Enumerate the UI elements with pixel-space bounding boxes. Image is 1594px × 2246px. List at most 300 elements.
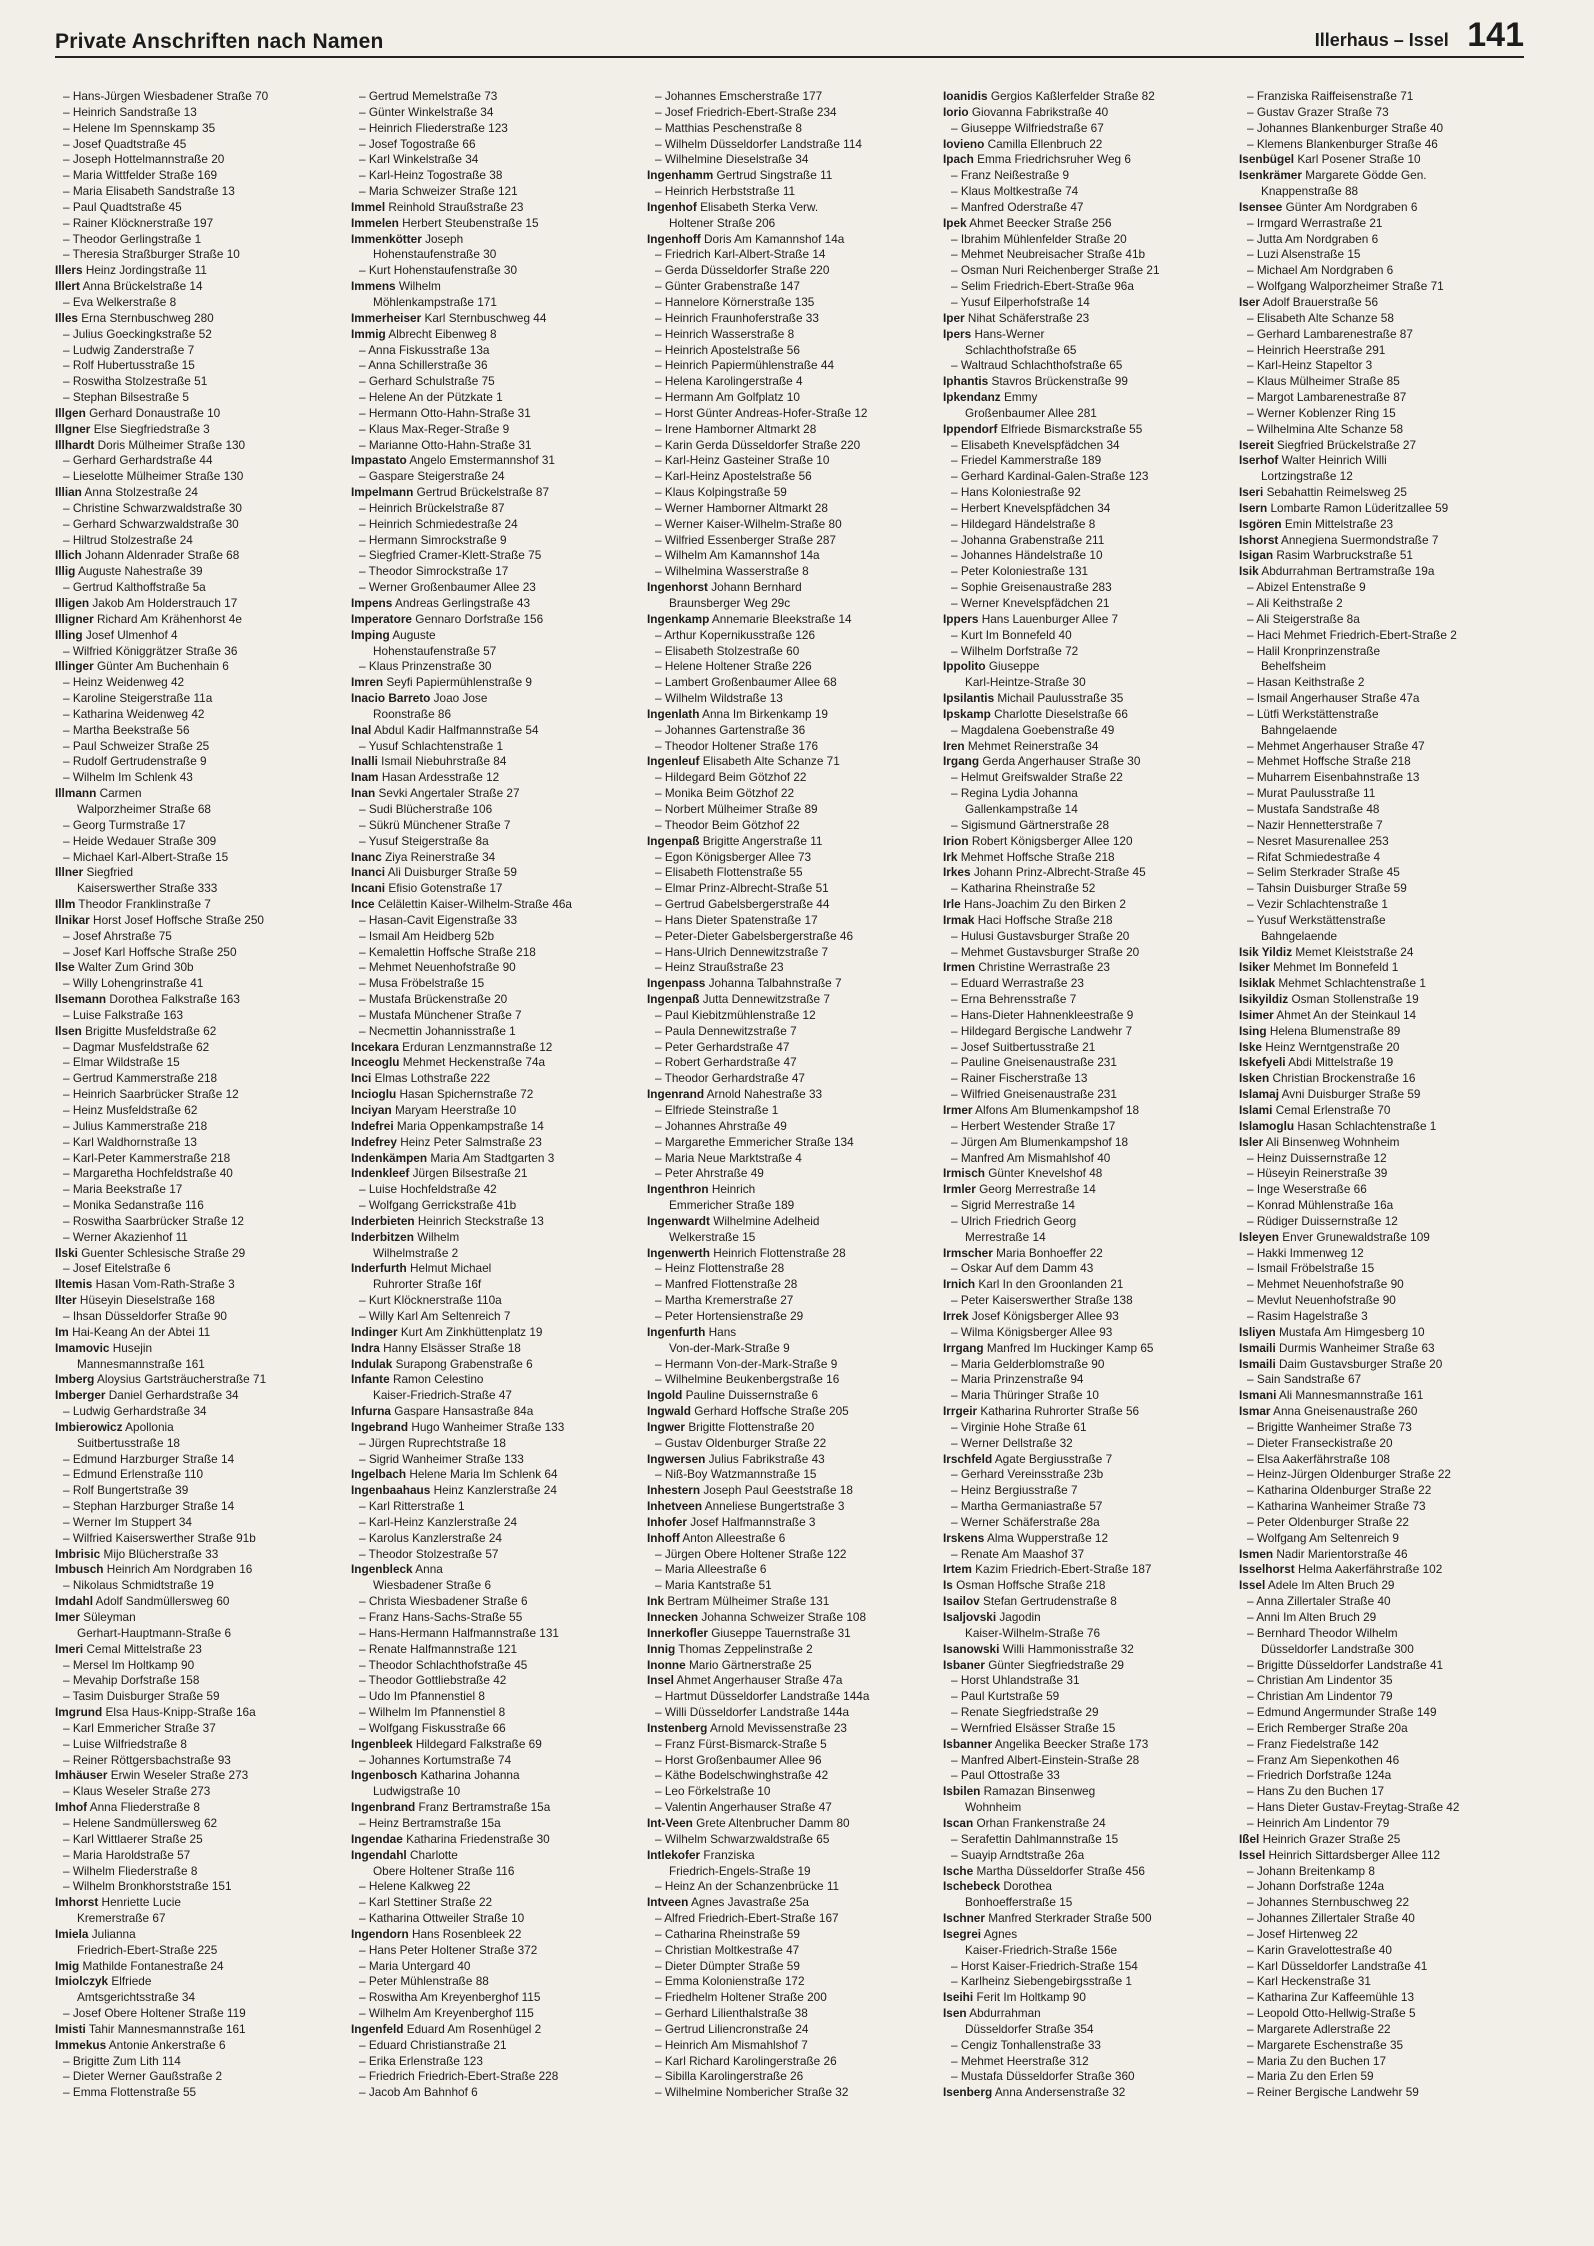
surname-entry — [1239, 1832, 1535, 1848]
dash: – — [951, 627, 961, 642]
entry-details: Süleyman — [83, 1610, 136, 1624]
entry-details: Hasan Keithstraße 2 — [1256, 675, 1365, 690]
entry-details: Johannes Emscherstraße 177 — [664, 89, 823, 103]
sub-entry — [55, 770, 351, 786]
entry-details: Heinz Werntgenstraße 20 — [1265, 1039, 1400, 1054]
surname: Imhäuser — [55, 1768, 108, 1783]
entry-details: Ziya Reinerstraße 34 — [385, 849, 496, 864]
dash: – — [1247, 1768, 1257, 1783]
entry-details: Elfriede Steinstraße 1 — [664, 1103, 779, 1117]
entry-details: Werner Dellstraße 32 — [960, 1435, 1073, 1450]
entry-details: Ismail Am Heidberg 52b — [368, 928, 495, 943]
surname-entry — [351, 1357, 647, 1373]
sub-entry — [351, 1499, 647, 1515]
sub-entry — [1239, 834, 1535, 850]
sub-entry — [55, 1784, 351, 1800]
entry-details: Udo Im Pfannenstiel 8 — [368, 1689, 485, 1704]
surname-entry — [647, 1531, 943, 1547]
entry-details: Katharina Ottweiler Straße 10 — [368, 1911, 525, 1926]
sub-entry — [1239, 881, 1535, 897]
dash: – — [655, 643, 665, 658]
surname: Ince — [351, 897, 375, 912]
surname-entry — [943, 960, 1239, 976]
dash: – — [655, 152, 665, 167]
entry-details: Auguste Nahestraße 39 — [77, 564, 203, 579]
dash: – — [359, 1610, 369, 1624]
surname: Immens — [351, 279, 396, 294]
sub-entry — [1239, 1166, 1535, 1182]
dash: – — [1247, 1293, 1257, 1308]
dash: – — [655, 390, 665, 405]
dash: – — [359, 1689, 369, 1704]
entry-details: Manfred Am Mismahlshof 40 — [960, 1150, 1111, 1165]
entry-details: Hans-Hermann Halfmannstraße 131 — [368, 1625, 559, 1640]
entry-details: Rudolf Gertrudenstraße 9 — [72, 754, 207, 769]
entry-details: Haci Mehmet Friedrich-Ebert-Straße 2 — [1256, 627, 1457, 642]
sub-entry — [647, 2085, 943, 2101]
sub-entry — [1239, 1927, 1535, 1943]
sub-entry — [55, 1151, 351, 1167]
surname: Inderbitzen — [351, 1229, 414, 1244]
surname-entry — [1239, 1230, 1535, 1246]
surname-entry — [1239, 295, 1535, 311]
entry-details: Heinrich Flottenstraße 28 — [713, 1245, 846, 1260]
entry-details: Willy Lohengrinstraße 41 — [72, 976, 204, 991]
sub-entry — [1239, 754, 1535, 770]
sub-entry — [1239, 279, 1535, 295]
entry-details: Hasan Vom-Rath-Straße 3 — [95, 1277, 235, 1292]
surname: Isbilen — [943, 1784, 981, 1799]
entry-details: Manfred Flottenstraße 28 — [664, 1277, 798, 1292]
entry-details: Erduran Lenzmannstraße 12 — [402, 1039, 553, 1054]
surname: Illmann — [55, 786, 97, 801]
sub-entry — [55, 929, 351, 945]
entry-details: Albrecht Eibenweg 8 — [388, 326, 497, 341]
entry-details: Katharina Johanna — [420, 1768, 520, 1783]
sub-entry — [351, 438, 647, 454]
surname-entry — [351, 1768, 647, 1784]
dash: – — [1247, 104, 1257, 119]
dash: – — [1247, 817, 1257, 832]
dash: – — [63, 2006, 73, 2021]
sub-entry — [943, 184, 1239, 200]
column-4 — [943, 89, 1239, 2229]
dash: – — [1247, 263, 1257, 278]
sub-entry — [351, 343, 647, 359]
sub-entry — [943, 1753, 1239, 1769]
surname: Ingenbrand — [351, 1800, 416, 1815]
continuation-line: Obere Holtener Straße 116 — [373, 1863, 515, 1878]
entry-details: Karl In den Groonlanden 21 — [978, 1277, 1124, 1292]
dash: – — [655, 358, 665, 373]
dash: – — [63, 1118, 73, 1133]
surname: Indulak — [351, 1356, 393, 1371]
entry-details: Karl-Peter Kammerstraße 218 — [72, 1150, 231, 1165]
surname: Ingenhof — [647, 199, 697, 214]
entry-details: Maria Untergard 40 — [368, 1958, 471, 1973]
entry-details: Joao Jose — [433, 691, 488, 706]
dash: – — [63, 1134, 73, 1149]
sub-entry — [943, 1055, 1239, 1071]
surname: Irmisch — [943, 1166, 985, 1181]
surname-entry — [1239, 168, 1535, 184]
surname-entry — [943, 2006, 1239, 2022]
sub-entry — [1239, 390, 1535, 406]
surname-entry — [351, 1214, 647, 1230]
sub-entry — [1239, 1277, 1535, 1293]
entry-details: Agnes — [983, 1926, 1018, 1941]
dash: – — [63, 817, 73, 832]
entry-details: Mersel Im Holtkamp 90 — [72, 1657, 195, 1672]
dash: – — [1247, 1815, 1257, 1830]
sub-entry — [55, 1135, 351, 1151]
dash: – — [1247, 1483, 1257, 1498]
entry-details: Kurt Im Bonnefeld 40 — [960, 627, 1072, 642]
surname: Inan — [351, 786, 376, 801]
entry-details: Maria Alleestraße 6 — [664, 1562, 767, 1577]
dash: – — [951, 469, 961, 484]
entry-details: Ali Keithstraße 2 — [1256, 596, 1343, 610]
sub-entry — [55, 707, 351, 723]
dash: – — [1247, 897, 1257, 912]
entry-details: Maria Oppenkampstraße 14 — [396, 1118, 544, 1133]
entry-details: Friedrich Dorfstraße 124a — [1256, 1768, 1392, 1783]
entry-details: Heide Wedauer Straße 309 — [72, 833, 217, 848]
surname-entry — [55, 1594, 351, 1610]
entry-details: Josef Ulmenhof 4 — [85, 627, 178, 642]
dash: – — [951, 1847, 961, 1862]
entry-details: Hermann Am Golfplatz 10 — [664, 390, 800, 405]
entry-details: Heinrich Schmiedestraße 24 — [368, 516, 518, 531]
dash: – — [359, 1752, 369, 1767]
dash: – — [359, 89, 369, 103]
entry-details: Richard Am Krähenhorst 4e — [96, 611, 242, 626]
dash: – — [63, 706, 73, 721]
surname-entry — [351, 1832, 647, 1848]
surname-entry — [943, 2085, 1239, 2101]
continuation-line: Roonstraße 86 — [373, 706, 452, 721]
dash: – — [63, 1198, 73, 1213]
dash: – — [655, 675, 665, 690]
dash: – — [655, 1974, 665, 1989]
sub-entry — [1239, 1182, 1535, 1198]
sub-entry — [943, 976, 1239, 992]
sub-entry — [55, 501, 351, 517]
dash: – — [359, 1435, 369, 1450]
surname-entry — [647, 1721, 943, 1737]
sub-entry — [647, 1562, 943, 1578]
surname: Instenberg — [647, 1720, 708, 1735]
dash: – — [1247, 1610, 1257, 1624]
sub-entry — [351, 1689, 647, 1705]
sub-entry — [647, 1135, 943, 1151]
sub-entry — [351, 1974, 647, 1990]
surname: Ingenbosch — [351, 1768, 418, 1783]
sub-entry — [943, 596, 1239, 612]
surname: Irle — [943, 897, 961, 912]
entry-details: Erna Behrensstraße 7 — [960, 992, 1077, 1007]
entry-details: Sudi Blücherstraße 106 — [368, 801, 493, 816]
entry-details: Anneliese Bungertstraße 3 — [704, 1499, 845, 1514]
surname: Iovieno — [943, 136, 985, 151]
dash: – — [63, 1229, 73, 1244]
entry-details: Henriette Lucie — [101, 1895, 181, 1910]
entry-details: Dorothea — [1003, 1879, 1052, 1894]
entry-details: Maria Beekstraße 17 — [72, 1182, 183, 1197]
entry-details: Antonie Ankerstraße 6 — [108, 2037, 226, 2052]
sub-entry — [943, 1388, 1239, 1404]
surname: Irmler — [943, 1182, 976, 1197]
surname-entry — [647, 834, 943, 850]
surname-entry — [351, 1087, 647, 1103]
entry-details: Hans-Ulrich Dennewitzstraße 7 — [664, 944, 829, 959]
surname-entry — [1239, 1848, 1535, 1864]
surname-entry — [55, 1024, 351, 1040]
surname: Immelen — [351, 215, 399, 230]
dash: – — [951, 596, 961, 610]
dash: – — [1247, 1435, 1257, 1450]
sub-entry — [647, 327, 943, 343]
surname: Ippolito — [943, 659, 986, 674]
dash: – — [951, 1324, 961, 1339]
surname-entry — [943, 1182, 1239, 1198]
dash: – — [63, 1261, 73, 1276]
entry-details: Hasan Ardesstraße 12 — [381, 770, 500, 785]
surname: Irskens — [943, 1530, 985, 1545]
sub-entry — [1239, 1594, 1535, 1610]
entry-details: Guenter Schlesische Straße 29 — [81, 1245, 246, 1260]
dash: – — [63, 500, 73, 515]
entry-details: Klemens Blankenburger Straße 46 — [1256, 136, 1438, 151]
dash: – — [359, 120, 369, 135]
sub-entry — [1239, 1467, 1535, 1483]
sub-entry — [351, 1721, 647, 1737]
sub-entry — [55, 1040, 351, 1056]
entry-details: Jürgen Obere Holtener Straße 122 — [664, 1546, 847, 1561]
entry-details: Heinrich Wasserstraße 8 — [664, 326, 795, 341]
entry-details: Peter Kaiserswerther Straße 138 — [960, 1293, 1133, 1308]
surname-entry — [351, 279, 647, 295]
surname: Immekus — [55, 2037, 107, 2052]
surname: Ingwer — [647, 1419, 686, 1434]
entry-details: Heinrich Sittardsberger Allee 112 — [1268, 1847, 1441, 1862]
entry-details: Herbert Steubenstraße 15 — [402, 215, 539, 230]
entry-details: Ali Binsenweg Wohnheim — [1265, 1134, 1400, 1149]
entry-details: Wilfried Gneisenaustraße 231 — [960, 1087, 1117, 1102]
surname-entry — [647, 1483, 943, 1499]
surname-entry — [1239, 1024, 1535, 1040]
sub-entry — [55, 1467, 351, 1483]
entry-details: Theodor Stolzestraße 57 — [368, 1546, 499, 1561]
entry-details: Wilhelm Bronkhorststraße 151 — [72, 1879, 232, 1894]
dash: – — [1247, 770, 1257, 785]
entry-details: Andreas Gerlingstraße 43 — [394, 596, 531, 610]
entry-details: Klaus Max-Reger-Straße 9 — [368, 421, 510, 436]
surname-entry — [943, 865, 1239, 881]
surname-entry — [55, 2022, 351, 2038]
surname: Ingenrand — [647, 1087, 705, 1102]
sub-entry — [1239, 612, 1535, 628]
surname-entry — [351, 1119, 647, 1135]
continuation-line: Schlachthofstraße 65 — [965, 342, 1077, 357]
sub-entry — [647, 1103, 943, 1119]
entry-details: Maria Bonhoeffer 22 — [996, 1245, 1103, 1260]
surname: Is — [943, 1578, 953, 1593]
sub-entry — [943, 1959, 1239, 1975]
entry-details: Wolfgang Gerrickstraße 41b — [368, 1198, 517, 1213]
entry-details: Selim Sterkrader Straße 45 — [1256, 865, 1400, 880]
entry-details: Hildegard Beim Götzhof 22 — [664, 770, 807, 785]
sub-entry — [1239, 2022, 1535, 2038]
surname-entry — [943, 1452, 1239, 1468]
surname: Isereit — [1239, 437, 1274, 452]
dash: – — [655, 1308, 665, 1323]
entry-details: Werner Großenbaumer Allee 23 — [368, 580, 536, 595]
dash: – — [63, 342, 73, 357]
sub-entry — [55, 945, 351, 961]
entry-details: Siegfried Cramer-Klett-Straße 75 — [368, 548, 542, 563]
sub-entry — [1239, 2054, 1535, 2070]
dash: – — [655, 738, 665, 753]
surname-entry — [943, 422, 1239, 438]
dash: – — [63, 136, 73, 151]
sub-entry — [1239, 1943, 1535, 1959]
entry-details: Georg Merrestraße 14 — [979, 1182, 1096, 1197]
sub-entry — [1239, 1531, 1535, 1547]
dash: – — [63, 1071, 73, 1086]
surname: Ilnikar — [55, 912, 90, 927]
entry-details: Hildegard Falkstraße 69 — [415, 1736, 542, 1751]
surname-entry — [55, 438, 351, 454]
sub-entry — [1239, 628, 1535, 644]
entry-details: Werner Hamborner Altmarkt 28 — [664, 500, 828, 515]
entry-details: Jakob Am Holderstrauch 17 — [92, 596, 238, 610]
entry-details: Gergios Kaßlerfelder Straße 82 — [990, 89, 1155, 103]
surname: Isbaner — [943, 1657, 985, 1672]
dash: – — [951, 1514, 961, 1529]
dash: – — [359, 1625, 369, 1640]
surname-entry — [351, 691, 647, 707]
surname: Illm — [55, 897, 76, 912]
entry-details: Manfred Sterkrader Straße 500 — [988, 1911, 1152, 1926]
surname: Ingenfurth — [647, 1324, 706, 1339]
surname: Ingendahl — [351, 1847, 407, 1862]
dash: – — [1247, 405, 1257, 420]
sub-entry — [1239, 802, 1535, 818]
sub-entry — [55, 1689, 351, 1705]
dash: – — [951, 1419, 961, 1434]
entry-details: Werner Koblenzer Ring 15 — [1256, 405, 1396, 420]
sub-entry — [647, 1879, 943, 1895]
entry-details: Gertrud Gabelsbergerstraße 44 — [664, 897, 830, 912]
entry-details: Gertrud Brückelstraße 87 — [416, 485, 550, 500]
sub-entry — [647, 786, 943, 802]
sub-entry — [351, 1436, 647, 1452]
sub-entry — [55, 1071, 351, 1087]
entry-details: Nazir Hennetterstraße 7 — [1256, 817, 1383, 832]
surname: Islamaj — [1239, 1087, 1280, 1102]
dash: – — [359, 1673, 369, 1688]
dash: – — [359, 358, 369, 373]
sub-entry — [943, 2038, 1239, 2054]
sub-entry — [351, 358, 647, 374]
entry-details: Hans-Dieter Hahnenkleestraße 9 — [960, 1007, 1134, 1022]
entry-details: Anna Fiskusstraße 13a — [368, 342, 490, 357]
surname-entry — [351, 612, 647, 628]
sub-entry — [647, 1151, 943, 1167]
entry-details: Hans-Jürgen Wiesbadener Straße 70 — [72, 89, 269, 103]
continuation-line: Mannesmannstraße 161 — [77, 1356, 205, 1371]
sub-entry — [647, 438, 943, 454]
entry-details: Osman Hoffsche Straße 218 — [956, 1578, 1106, 1593]
entry-details: Klaus Moltkestraße 74 — [960, 184, 1079, 199]
entry-details: Friedel Kammerstraße 189 — [960, 453, 1102, 468]
sub-entry — [351, 2006, 647, 2022]
dash: – — [359, 1641, 369, 1656]
entry-details: Monika Sedanstraße 116 — [72, 1198, 204, 1213]
entry-details: Josef Suitbertusstraße 21 — [960, 1039, 1096, 1054]
entry-details: Karin Gravelottestraße 40 — [1256, 1942, 1392, 1957]
sub-entry — [1239, 580, 1535, 596]
dash: – — [1247, 1514, 1257, 1529]
dash: – — [359, 263, 369, 278]
dash: – — [359, 1594, 369, 1609]
sub-entry — [647, 374, 943, 390]
surname: Isensee — [1239, 199, 1283, 214]
sub-entry — [351, 105, 647, 121]
sub-entry — [943, 533, 1239, 549]
sub-entry — [943, 1436, 1239, 1452]
dash: – — [359, 944, 369, 959]
entry-details: Wilhelm Dorfstraße 72 — [960, 643, 1079, 658]
dash: – — [63, 1657, 73, 1672]
entry-details: Nadir Marientorstraße 46 — [1276, 1546, 1408, 1561]
surname-entry — [1239, 517, 1535, 533]
dash: – — [63, 89, 73, 103]
dash: – — [1247, 2085, 1257, 2100]
entry-details: Luise Wilfriedstraße 8 — [72, 1736, 187, 1751]
entry-details: Paul Kiebitzmühlenstraße 12 — [664, 1007, 816, 1022]
sub-entry — [647, 1055, 943, 1071]
entry-details: Eduard Werrastraße 23 — [960, 976, 1084, 991]
entry-details: Charlotte Dieselstraße 66 — [994, 706, 1128, 721]
entry-details: Adolf Brauerstraße 56 — [1262, 294, 1379, 309]
sub-entry — [647, 2038, 943, 2054]
entry-details: Rasim Hagelstraße 3 — [1256, 1308, 1368, 1323]
sub-entry — [647, 1372, 943, 1388]
sub-entry — [943, 1547, 1239, 1563]
entry-details: Wilhelmina Alte Schanze 58 — [1256, 421, 1404, 436]
entry-details: Kemalettin Hoffsche Straße 218 — [368, 944, 536, 959]
surname-entry — [351, 1404, 647, 1420]
sub-entry — [943, 628, 1239, 644]
entry-details: Doris Am Kamannshof 14a — [704, 231, 845, 246]
sub-entry — [647, 1911, 943, 1927]
sub-entry — [55, 121, 351, 137]
entry-details: Reiner Röttgersbachstraße 93 — [72, 1752, 231, 1767]
entry-details: Georg Turmstraße 17 — [72, 817, 186, 832]
surname-entry — [647, 1246, 943, 1262]
entry-details: Paula Dennewitzstraße 7 — [664, 1023, 797, 1038]
sub-entry — [943, 1705, 1239, 1721]
entry-details: Konrad Mühlenstraße 16a — [1256, 1198, 1394, 1213]
surname-entry — [943, 1578, 1239, 1594]
entry-details: Erich Remberger Straße 20a — [1256, 1720, 1408, 1735]
surname: Irschfeld — [943, 1451, 993, 1466]
surname: Isik — [1239, 564, 1259, 579]
sub-entry — [647, 2069, 943, 2085]
entry-details: Johann Breitenkamp 8 — [1256, 1863, 1375, 1878]
